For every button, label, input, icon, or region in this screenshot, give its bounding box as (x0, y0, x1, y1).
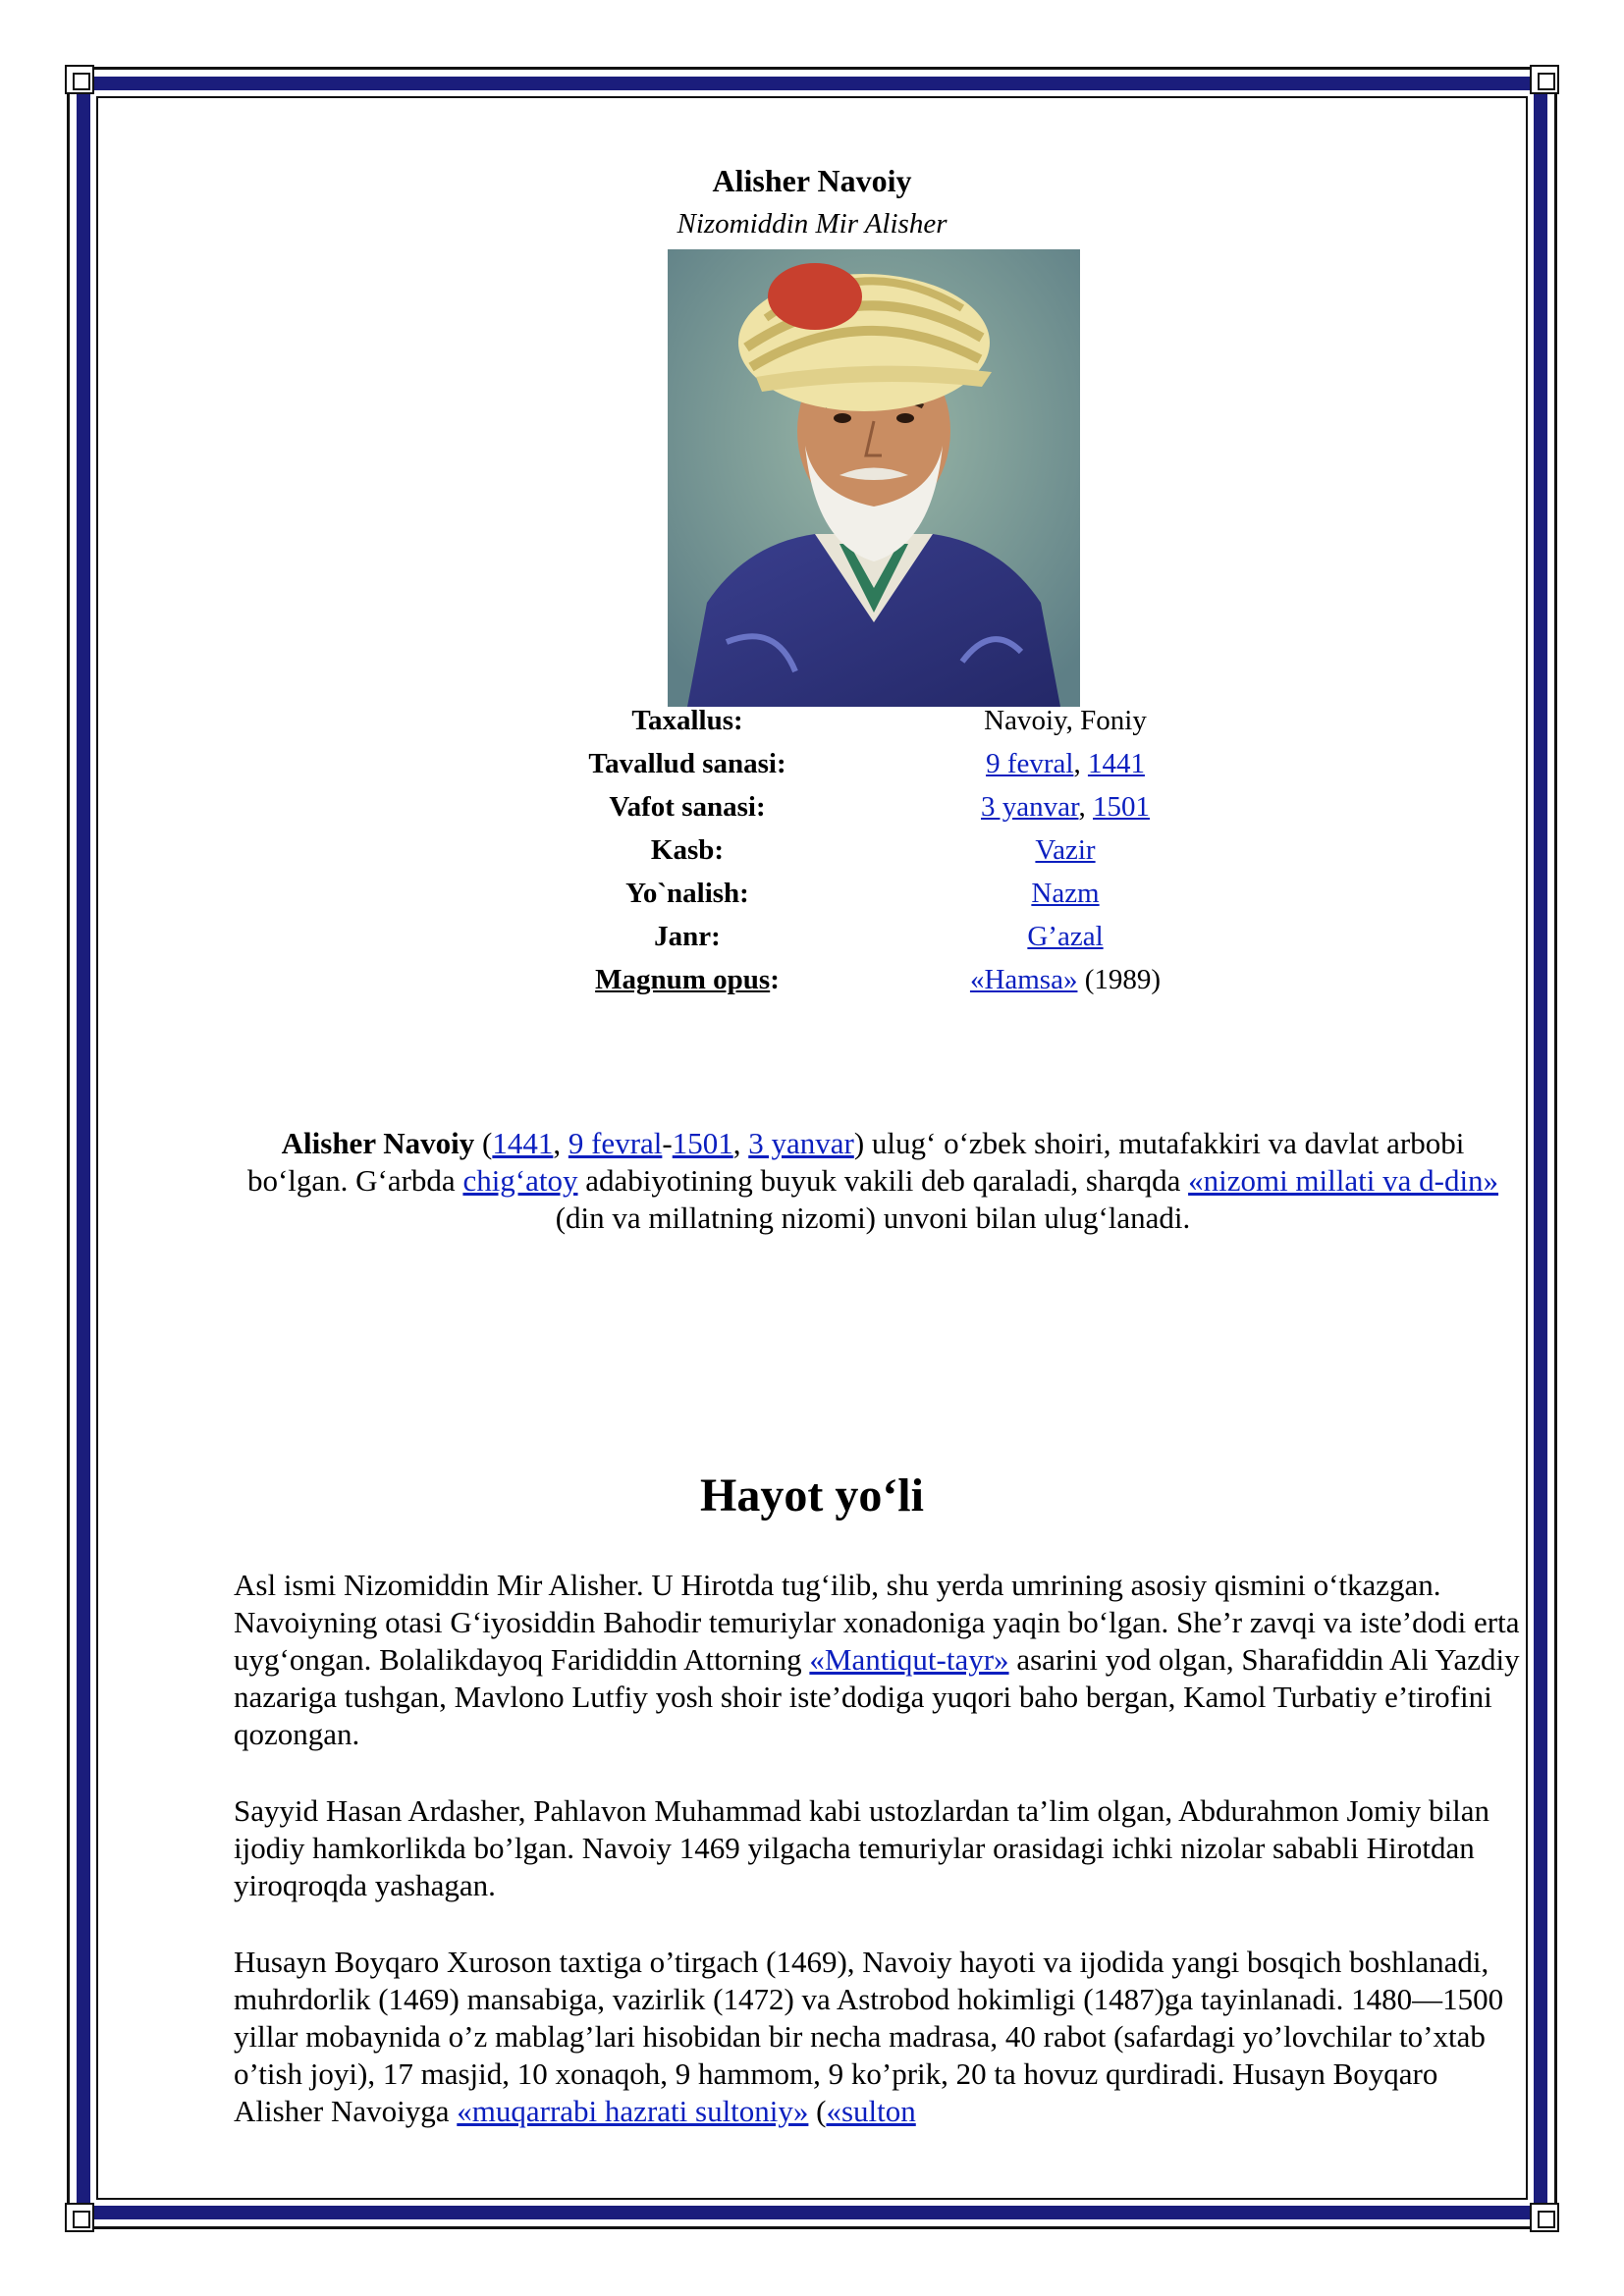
infobox-row-genre (0, 921, 1624, 964)
infobox-value (884, 791, 1247, 824)
border-corner-ornament (65, 2203, 94, 2232)
intro-text: (din va millatning nizomi) unvoni bilan ulug‘lanadi. (555, 1201, 1191, 1235)
infobox-row-direction (0, 878, 1624, 921)
intro-text: , (732, 1126, 749, 1160)
infobox-value (884, 834, 1247, 867)
infobox-label: Tavallud sanasi: (588, 748, 786, 779)
death-year-link[interactable]: 1501 (1093, 791, 1150, 823)
intro-bold-name: Alisher Navoiy (281, 1126, 475, 1160)
intro-text: , (553, 1126, 568, 1160)
intro-text: - (662, 1126, 673, 1160)
birth-year-link[interactable]: 1441 (1087, 748, 1145, 779)
infobox-value (884, 964, 1247, 996)
muqarrabi-link[interactable]: «muqarrabi hazrati sultoniy» (457, 2094, 809, 2128)
direction-link[interactable]: Nazm (1031, 878, 1100, 909)
paragraph-text: ( (808, 2094, 827, 2128)
infobox-row-taxallus (0, 705, 1624, 748)
intro-link-1501[interactable]: 1501 (672, 1126, 733, 1160)
infobox-value (884, 748, 1247, 780)
paragraph-text: Husayn Boyqaro Xuroson taxtiga o’tirgach (1469), Navoiy hayoti va ijodida yangi bosqich boshlanadi, muhrdorlik (1469) mansabiga, vazirlik (1472) va Astrobod hokimligi (1487)ga tayinlanadi. 1480—1500 yillar mobaynida o’z mablag’lari hisobidan bir necha madrasa, 40 rabot (safardagi yo’lovchilar to’xtab o’tish joyi), 17 masjid, 10 xonaqoh, 9 hammom, 9 ko’prik, 20 ta hovuz qurdiradi. Husayn Boyqaro Alisher Navoiyga (234, 1945, 1504, 2128)
border-corner-ornament (65, 65, 94, 94)
page-title: Alisher Navoiy (712, 163, 912, 198)
infobox-label: Yo`nalish: (625, 878, 749, 909)
paragraph-text: asarini yod olgan, Sharafiddin Ali Yazdiy nazariga tushgan, Mavlono Lutfiy yosh shoir iste’dodiga yuqori baho bergan, Kamol Turbatiy e’tirofini qozongan. (234, 1642, 1520, 1751)
infobox-row-occupation (0, 834, 1624, 878)
portrait-icon (668, 249, 1080, 707)
magnum-opus-year: (1989) (1077, 964, 1162, 995)
infobox-value (884, 878, 1247, 910)
intro-paragraph (232, 1125, 1514, 1237)
intro-text: ( (474, 1126, 493, 1160)
infobox-value (884, 921, 1247, 953)
paragraph-text: Asl ismi Nizomiddin Mir Alisher. U Hirotda tug‘ilib, shu yerda umrining asosiy qismini o‘tkazgan. Navoiyning otasi G‘iyosiddin Bahodir temuriylar xonadoniga yaqin bo‘lgan. She’r zavqi va iste’dodi erta uyg‘ongan. Bolalikdayoq Farididdin Attorning (234, 1568, 1520, 1677)
separator: , (1073, 748, 1088, 779)
section-heading: Hayot yo‘li (700, 1469, 924, 1522)
magnum-opus-link[interactable]: «Hamsa» (969, 964, 1078, 995)
paragraph-2: Sayyid Hasan Ardasher, Pahlavon Muhammad kabi ustozlardan ta’lim olgan, Abdurahmon Jomiy bilan ijodiy hamkorlikda bo’lgan. Navoiy 1469 yilgacha temuriylar orasidagi ichki nizolar sababli Hirotdan yiroqroqda yashagan. (234, 1793, 1489, 1902)
intro-link-chigatoy[interactable]: chig‘atoy (462, 1163, 578, 1198)
death-day-link[interactable]: 3 yanvar (981, 791, 1079, 823)
infobox-row-birth-date (0, 748, 1624, 791)
infobox-label: Taxallus: (631, 705, 743, 736)
intro-text: adabiyotining buyuk vakili deb qaraladi, sharqda (577, 1163, 1189, 1198)
infobox-label: Janr: (654, 921, 721, 952)
magnum-opus-label-link[interactable]: Magnum opus (595, 964, 771, 995)
genre-link[interactable]: G’azal (1027, 921, 1104, 952)
intro-link-9-fevral[interactable]: 9 fevral (568, 1126, 663, 1160)
page-subtitle: Nizomiddin Mir Alisher (677, 208, 947, 240)
infobox-value: Navoiy, Foniy (984, 705, 1147, 736)
paragraph-3 (234, 1944, 1520, 2130)
mantiqut-tayr-link[interactable]: «Mantiqut-tayr» (809, 1642, 1009, 1677)
infobox-row-death-date (0, 791, 1624, 834)
label-colon: : (770, 964, 780, 995)
infobox-row-magnum-opus (0, 964, 1624, 1007)
paragraph-1 (234, 1567, 1520, 1753)
separator: , (1078, 791, 1093, 823)
infobox-label: Vafot sanasi: (609, 791, 766, 823)
intro-link-3-yanvar[interactable]: 3 yanvar (748, 1126, 854, 1160)
intro-text: ) ulug‘ o‘zbek shoiri, mutafakkiri va davlat arbobi bo‘lgan. G‘arbda (246, 1126, 1465, 1198)
border-corner-ornament (1530, 65, 1559, 94)
intro-link-1441[interactable]: 1441 (492, 1126, 554, 1160)
birth-day-link[interactable]: 9 fevral (986, 748, 1074, 779)
border-corner-ornament (1530, 2203, 1559, 2232)
infobox-label: Kasb: (650, 834, 725, 866)
intro-link-nizomi-millati[interactable]: «nizomi millati va d-din» (1188, 1163, 1499, 1198)
infobox-label (491, 964, 884, 996)
occupation-link[interactable]: Vazir (1035, 834, 1096, 866)
sulton-link[interactable]: «sulton (826, 2094, 916, 2128)
